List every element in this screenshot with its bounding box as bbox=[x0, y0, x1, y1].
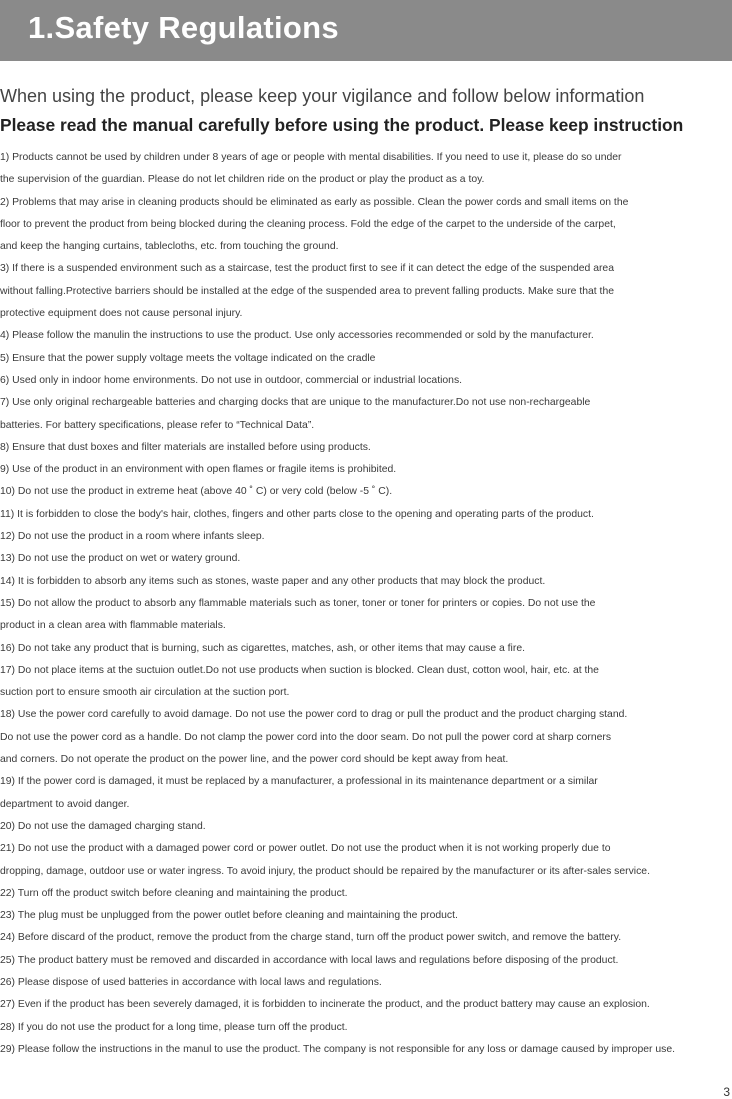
page-number: 3 bbox=[723, 1085, 730, 1099]
rule-line: 7) Use only original rechargeable batteries and charging docks that are unique to the manufacturer.Do not use non-rechargeable bbox=[0, 397, 591, 409]
rule-line: 27) Even if the product has been severely damaged, it is forbidden to incinerate the product, and the product battery may cause an explosion. bbox=[0, 999, 650, 1011]
rule-line: 11) It is forbidden to close the body's hair, clothes, fingers and other parts close to the opening and operating parts of the product. bbox=[0, 508, 594, 520]
rule-line: 4) Please follow the manulin the instructions to use the product. Use only accessories recommended or sold by the manufacturer. bbox=[0, 330, 594, 342]
rule-line: 17) Do not place items at the suctuion outlet.Do not use products when suction is blocked. Clean dust, cotton wool, hair, etc. at the bbox=[0, 664, 599, 676]
section-header bbox=[0, 0, 732, 61]
rule-line: product in a clean area with flammable materials. bbox=[0, 620, 226, 632]
rule-line: and corners. Do not operate the product on the power line, and the power cord should be kept away from heat. bbox=[0, 754, 509, 766]
rule-line: 10) Do not use the product in extreme heat (above 40 ˚ C) or very cold (below -5 ˚ C). bbox=[0, 486, 393, 498]
rule-line: 5) Ensure that the power supply voltage meets the voltage indicated on the cradle bbox=[0, 352, 376, 364]
rule-line: 9) Use of the product in an environment with open flames or fragile items is prohibited. bbox=[0, 464, 397, 476]
safety-rules-list bbox=[0, 147, 732, 1061]
rule-line: and keep the hanging curtains, tablecloths, etc. from touching the ground. bbox=[0, 241, 339, 253]
warning-text: Please read the manual carefully before using the product. Please keep instruction bbox=[0, 115, 684, 135]
rule-line: 1) Products cannot be used by children under 8 years of age or people with mental disabilities. If you need to use it, please do so under bbox=[0, 152, 622, 163]
rule-line: 29) Please follow the instructions in the manul to use the product. The company is not responsible for any loss or damage caused by improper use. bbox=[0, 1043, 675, 1055]
rule-line: dropping, damage, outdoor use or water ingress. To avoid injury, the product should be repaired by the manufacturer or its after-sales service. bbox=[0, 865, 650, 877]
section-title: 1.Safety Regulations bbox=[28, 10, 339, 45]
rule-line: 20) Do not use the damaged charging stand. bbox=[0, 820, 206, 832]
rule-line: 3) If there is a suspended environment such as a staircase, test the product first to see if it can detect the edge of the suspended area bbox=[0, 263, 614, 275]
rule-line: 18) Use the power cord carefully to avoid damage. Do not use the power cord to drag or pull the product and the product charging stand. bbox=[0, 709, 628, 721]
rule-line: suction port to ensure smooth air circulation at the suction port. bbox=[0, 687, 290, 699]
rule-line: without falling.Protective barriers should be installed at the edge of the suspended area to prevent falling products. Make sure that the bbox=[0, 285, 614, 297]
rule-line: 13) Do not use the product on wet or watery ground. bbox=[0, 553, 241, 565]
rule-line: Do not use the power cord as a handle. Do not clamp the power cord into the door seam. Do not pull the power cord at sharp corners bbox=[0, 731, 612, 743]
rule-line: 19) If the power cord is damaged, it must be replaced by a manufacturer, a professional in its maintenance department or a similar bbox=[0, 776, 598, 788]
rule-line: 21) Do not use the product with a damaged power cord or power outlet. Do not use the product when it is not working properly due to bbox=[0, 843, 611, 855]
rule-line: 16) Do not take any product that is burning, such as cigarettes, matches, ash, or other items that may cause a fire. bbox=[0, 642, 525, 654]
rule-line: protective equipment does not cause personal injury. bbox=[0, 308, 243, 320]
rule-line: 24) Before discard of the product, remove the product from the charge stand, turn off the product power switch, and remove the battery. bbox=[0, 932, 622, 944]
rule-line: 28) If you do not use the product for a long time, please turn off the product. bbox=[0, 1021, 348, 1033]
rule-line: 22) Turn off the product switch before cleaning and maintaining the product. bbox=[0, 887, 348, 899]
rule-line: 8) Ensure that dust boxes and filter materials are installed before using products. bbox=[0, 441, 371, 453]
rule-line: 26) Please dispose of used batteries in accordance with local laws and regulations. bbox=[0, 976, 382, 988]
rule-line: 25) The product battery must be removed and discarded in accordance with local laws and regulations before disposing of the product. bbox=[0, 954, 619, 966]
rule-line: floor to prevent the product from being blocked during the cleaning process. Fold the edge of the carpet to the underside of the carpet, bbox=[0, 218, 616, 230]
intro-text: When using the product, please keep your vigilance and follow below information bbox=[0, 86, 645, 106]
rule-line: 14) It is forbidden to absorb any items such as stones, waste paper and any other products that may block the product. bbox=[0, 575, 546, 587]
rule-line: 23) The plug must be unplugged from the power outlet before cleaning and maintaining the product. bbox=[0, 910, 458, 922]
rule-line: 2) Problems that may arise in cleaning products should be eliminated as early as possible. Clean the power cords and small items on the bbox=[0, 196, 629, 208]
rule-line: 12) Do not use the product in a room where infants sleep. bbox=[0, 531, 265, 543]
rule-line: 15) Do not allow the product to absorb any flammable materials such as toner, toner or toner for printers or copies. Do not use the bbox=[0, 597, 596, 609]
rule-line: batteries. For battery specifications, please refer to “Technical Data”. bbox=[0, 419, 315, 431]
rule-line: 6) Used only in indoor home environments. Do not use in outdoor, commercial or industrial locations. bbox=[0, 374, 463, 386]
rule-line: department to avoid danger. bbox=[0, 798, 130, 810]
rule-line: the supervision of the guardian. Please do not let children ride on the product or play the product as a toy. bbox=[0, 174, 485, 186]
